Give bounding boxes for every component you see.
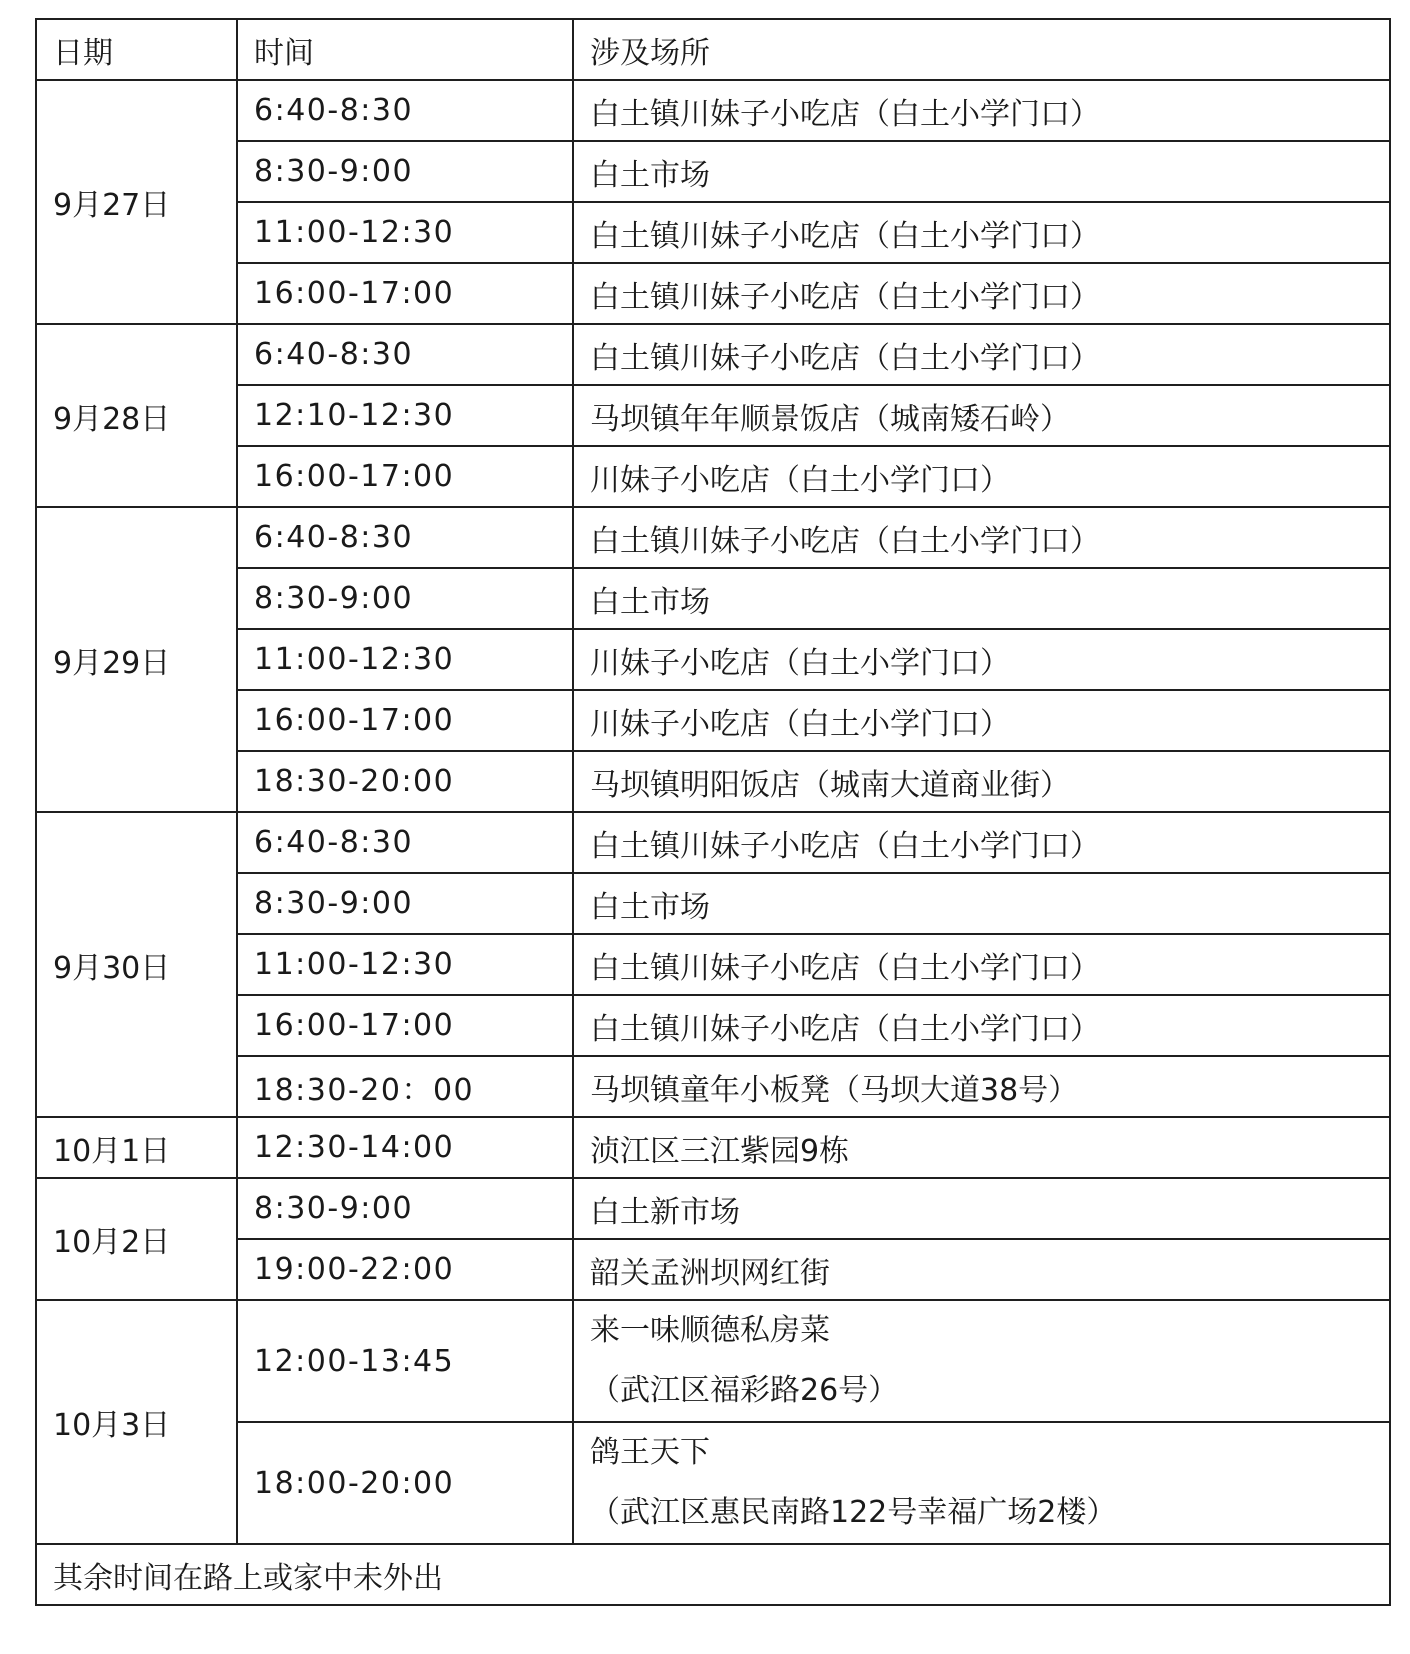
table-row: [36, 629, 1390, 690]
time-cell: 12:30-14:00: [237, 1117, 573, 1178]
table-row: [36, 1117, 1390, 1178]
time-cell: 11:00-12:30: [237, 629, 573, 690]
time-cell: 8:30-9:00: [237, 1178, 573, 1239]
place-name: 来一味顺德私房菜: [590, 1313, 830, 1348]
table-row: [36, 324, 1390, 385]
table-row: [36, 1422, 1390, 1544]
header-row: [36, 19, 1390, 80]
time-cell: 19:00-22:00: [237, 1239, 573, 1300]
time-cell: 6:40-8:30: [237, 507, 573, 568]
time-cell: 18:00-20:00: [237, 1422, 573, 1544]
place-cell: [573, 1422, 1390, 1544]
time-cell: 11:00-12:30: [237, 934, 573, 995]
table-row: [36, 934, 1390, 995]
place-name: 鸽王天下: [590, 1435, 710, 1470]
time-cell: 6:40-8:30: [237, 324, 573, 385]
place-cell: 白土镇川妹子小吃店（白土小学门口）: [573, 80, 1390, 141]
place-cell: 白土新市场: [573, 1178, 1390, 1239]
place-cell: 白土镇川妹子小吃店（白土小学门口）: [573, 507, 1390, 568]
place-cell: 白土市场: [573, 873, 1390, 934]
place-cell: 川妹子小吃店（白土小学门口）: [573, 446, 1390, 507]
time-cell: 18:30-20:00: [237, 751, 573, 812]
place-cell: 白土镇川妹子小吃店（白土小学门口）: [573, 202, 1390, 263]
place-cell: 白土镇川妹子小吃店（白土小学门口）: [573, 812, 1390, 873]
place-cell: 马坝镇明阳饭店（城南大道商业街）: [573, 751, 1390, 812]
place-address: （武江区惠民南路122号幸福广场2楼）: [590, 1495, 1117, 1530]
header-date: 日期: [36, 19, 237, 80]
time-cell: 6:40-8:30: [237, 812, 573, 873]
footer-note: 其余时间在路上或家中未外出: [36, 1544, 1390, 1605]
table-row: [36, 1178, 1390, 1239]
time-cell: 12:10-12:30: [237, 385, 573, 446]
time-cell: 16:00-17:00: [237, 446, 573, 507]
place-address: （武江区福彩路26号）: [590, 1373, 899, 1408]
time-cell: 16:00-17:00: [237, 690, 573, 751]
place-cell: [573, 1300, 1390, 1422]
table-row: [36, 690, 1390, 751]
time-cell: 8:30-9:00: [237, 568, 573, 629]
table-row: [36, 141, 1390, 202]
table-row: [36, 507, 1390, 568]
time-cell: 16:00-17:00: [237, 263, 573, 324]
place-cell: 白土镇川妹子小吃店（白土小学门口）: [573, 934, 1390, 995]
date-cell: 10月1日: [36, 1117, 237, 1178]
date-cell: 9月27日: [36, 80, 237, 324]
date-cell: 9月29日: [36, 507, 237, 812]
table-row: [36, 568, 1390, 629]
itinerary-table: [35, 18, 1391, 1606]
date-cell: 9月30日: [36, 812, 237, 1117]
table-row: [36, 385, 1390, 446]
place-cell: 白土市场: [573, 568, 1390, 629]
time-cell: 8:30-9:00: [237, 873, 573, 934]
place-cell: 白土镇川妹子小吃店（白土小学门口）: [573, 995, 1390, 1056]
table-row: [36, 995, 1390, 1056]
place-cell: 马坝镇年年顺景饭店（城南矮石岭）: [573, 385, 1390, 446]
table-row: [36, 1239, 1390, 1300]
date-cell: 10月3日: [36, 1300, 237, 1544]
time-cell: 6:40-8:30: [237, 80, 573, 141]
place-cell: 浈江区三江紫园9栋: [573, 1117, 1390, 1178]
date-cell: 10月2日: [36, 1178, 237, 1300]
date-cell: 9月28日: [36, 324, 237, 507]
table-row: [36, 812, 1390, 873]
place-cell: 马坝镇童年小板凳（马坝大道38号）: [573, 1056, 1390, 1117]
time-cell: 16:00-17:00: [237, 995, 573, 1056]
table-row: [36, 446, 1390, 507]
table-row: [36, 263, 1390, 324]
table-row: [36, 202, 1390, 263]
time-cell: 12:00-13:45: [237, 1300, 573, 1422]
header-place: 涉及场所: [573, 19, 1390, 80]
place-cell: 川妹子小吃店（白土小学门口）: [573, 629, 1390, 690]
table-row: [36, 873, 1390, 934]
place-cell: 韶关孟洲坝网红街: [573, 1239, 1390, 1300]
time-cell: 8:30-9:00: [237, 141, 573, 202]
time-cell: 18:30-20：00: [237, 1056, 573, 1117]
table-row: [36, 1056, 1390, 1117]
footer-row: [36, 1544, 1390, 1605]
place-cell: 白土镇川妹子小吃店（白土小学门口）: [573, 263, 1390, 324]
header-time: 时间: [237, 19, 573, 80]
place-cell: 白土市场: [573, 141, 1390, 202]
table-row: [36, 80, 1390, 141]
place-cell: 川妹子小吃店（白土小学门口）: [573, 690, 1390, 751]
time-cell: 11:00-12:30: [237, 202, 573, 263]
place-cell: 白土镇川妹子小吃店（白土小学门口）: [573, 324, 1390, 385]
table-row: [36, 1300, 1390, 1422]
table-row: [36, 751, 1390, 812]
